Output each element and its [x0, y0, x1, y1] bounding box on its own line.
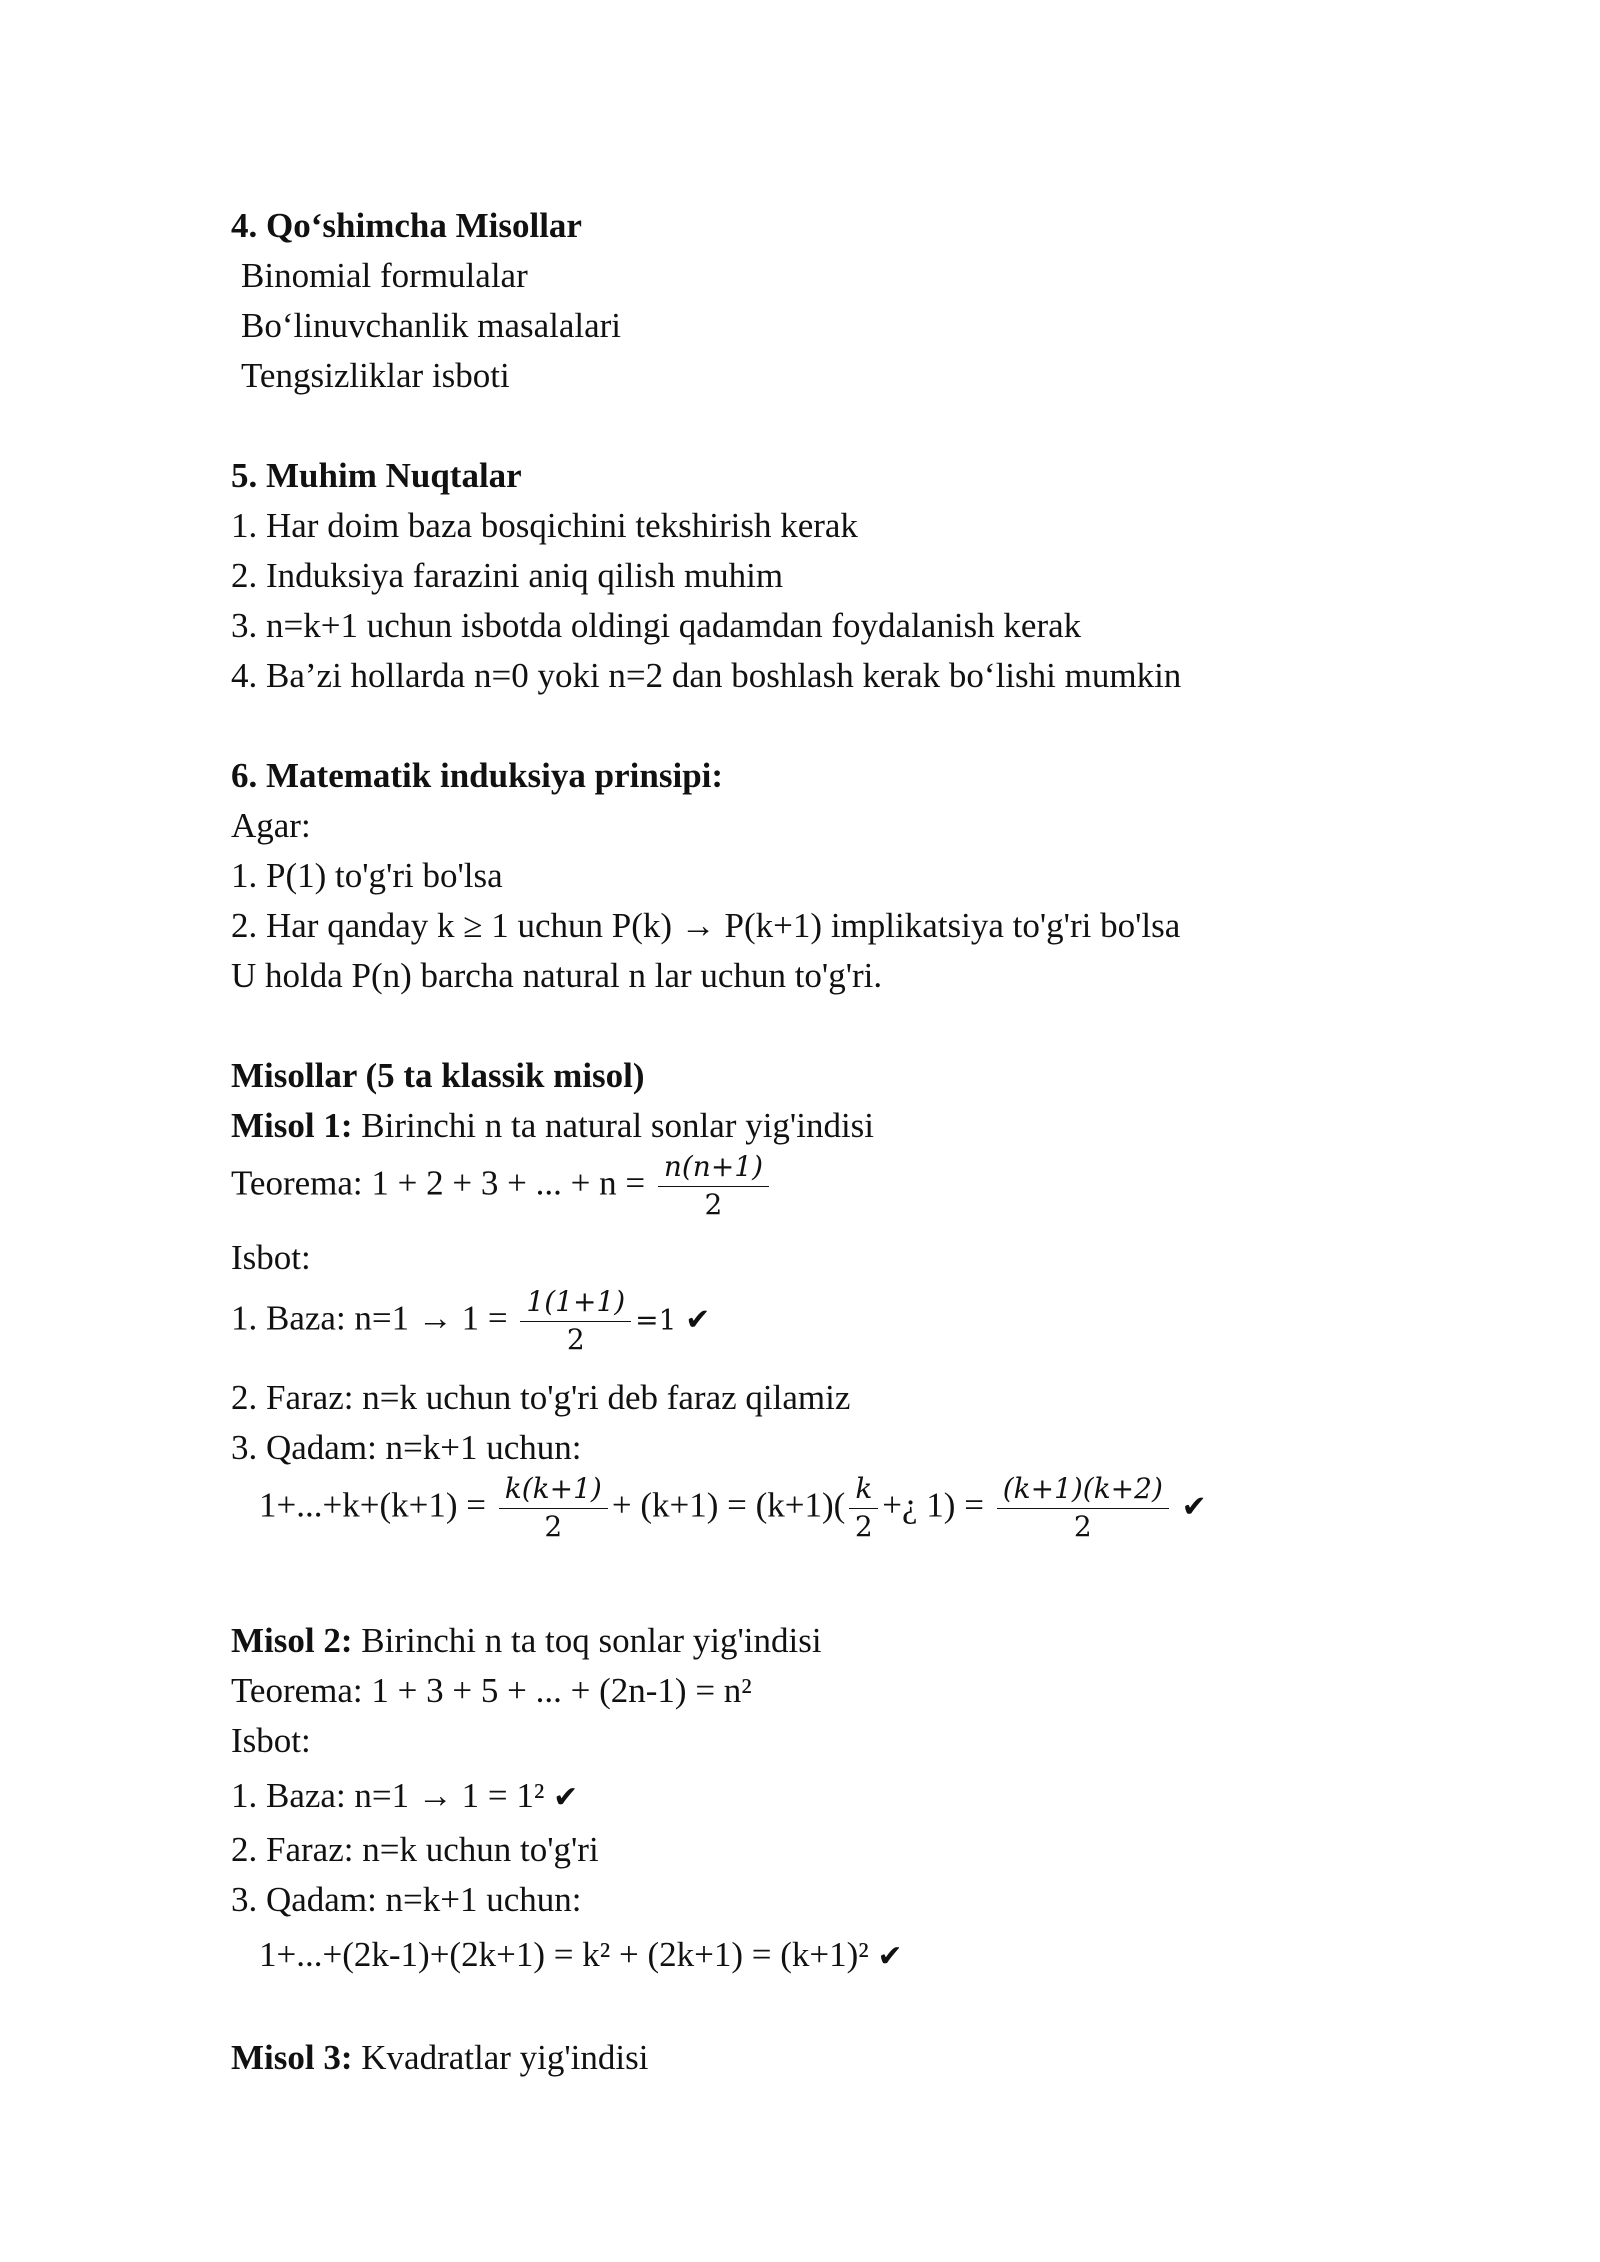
section-4-heading: 4. Qo‘shimcha Misollar	[231, 206, 582, 245]
misol-2-baza-text: 1. Baza: n=1 → 1 = 1²	[231, 1776, 554, 1815]
fraction-numerator: k(k+1)	[499, 1474, 608, 1509]
section-4-item-2: Bo‘linuvchanlik masalalari	[241, 306, 622, 345]
fraction-numerator: n(n+1)	[658, 1152, 769, 1187]
checkmark-icon: ✔	[685, 1302, 711, 1338]
section-4-item-3: Tengsizliklar isboti	[241, 356, 510, 395]
misol-2-faraz: 2. Faraz: n=k uchun to'g'ri	[231, 1830, 599, 1869]
fraction-numerator: 1(1+1)	[520, 1287, 631, 1322]
misol-2-isbot: Isbot:	[231, 1721, 311, 1760]
misol-2-step-text: 1+...+(2k-1)+(2k+1) = k² + (2k+1) = (k+1)²	[259, 1935, 878, 1974]
misol-1-label: Misol 1:	[231, 1106, 353, 1145]
misol-1-step-b: + (k+1) = (k+1)(	[611, 1485, 846, 1525]
misol-1-isbot: Isbot:	[231, 1238, 311, 1277]
misol-1-step	[259, 1474, 1207, 1543]
fraction-denominator: 2	[854, 1509, 873, 1543]
section-6-conclusion: U holda P(n) barcha natural n lar uchun to'g'ri.	[231, 956, 883, 995]
misol-2-title	[231, 1623, 822, 1658]
misol-1-step-c: +¿ 1) =	[882, 1485, 993, 1525]
misol-1-baza-prefix: 1. Baza: n=1 → 1 =	[231, 1298, 517, 1338]
misol-3-text: Kvadratlar yig'indisi	[352, 2038, 649, 2077]
misol-2-label: Misol 2:	[231, 1621, 353, 1660]
misol-1-step-fraction-1	[499, 1474, 608, 1543]
fraction-denominator: 2	[544, 1509, 563, 1543]
misol-1-baza-suffix: =1	[635, 1303, 677, 1337]
misol-1-text: Birinchi n ta natural sonlar yig'indisi	[352, 1106, 875, 1145]
checkmark-icon: ✔	[553, 1780, 579, 1815]
misol-3-label: Misol 3:	[231, 2038, 353, 2077]
misol-2-text: Birinchi n ta toq sonlar yig'indisi	[352, 1621, 822, 1660]
misol-1-theorem-fraction	[658, 1152, 769, 1221]
section-6-item-1: 1. P(1) to'g'ri bo'lsa	[231, 856, 503, 895]
section-6-heading: 6. Matematik induksiya prinsipi:	[231, 756, 724, 795]
misol-1-qadam: 3. Qadam: n=k+1 uchun:	[231, 1428, 582, 1467]
fraction-denominator: 2	[704, 1187, 723, 1221]
section-4-item-1: Binomial formulalar	[241, 256, 528, 295]
fraction-denominator: 2	[566, 1322, 585, 1356]
fraction-numerator: k	[849, 1474, 878, 1509]
misol-2-theorem: Teorema: 1 + 3 + 5 + ... + (2n-1) = n²	[231, 1671, 752, 1710]
misol-1-theorem-prefix: Teorema: 1 + 2 + 3 + ... + n =	[231, 1163, 654, 1203]
misol-1-faraz: 2. Faraz: n=k uchun to'g'ri deb faraz qilamiz	[231, 1378, 851, 1417]
section-5-item-1: 1. Har doim baza bosqichini tekshirish kerak	[231, 506, 858, 545]
misol-1-theorem	[231, 1152, 773, 1221]
section-5-heading: 5. Muhim Nuqtalar	[231, 456, 522, 495]
misol-1-title	[231, 1108, 874, 1143]
misol-2-baza	[231, 1778, 578, 1813]
fraction-numerator: (k+1)(k+2)	[997, 1474, 1169, 1509]
misol-1-step-fraction-2	[849, 1474, 878, 1543]
misol-2-qadam: 3. Qadam: n=k+1 uchun:	[231, 1880, 582, 1919]
misol-2-step	[259, 1937, 903, 1972]
checkmark-icon: ✔	[1181, 1489, 1207, 1525]
section-5-item-2: 2. Induksiya farazini aniq qilish muhim	[231, 556, 784, 595]
fraction-denominator: 2	[1073, 1509, 1092, 1543]
section-5-item-4: 4. Ba’zi hollarda n=0 yoki n=2 dan boshlash kerak bo‘lishi mumkin	[231, 656, 1182, 695]
misol-1-step-fraction-3	[997, 1474, 1169, 1543]
misol-1-step-a: 1+...+k+(k+1) =	[259, 1485, 495, 1525]
section-6-agar: Agar:	[231, 806, 311, 845]
section-5-item-3: 3. n=k+1 uchun isbotda oldingi qadamdan foydalanish kerak	[231, 606, 1082, 645]
section-6-item-2: 2. Har qanday k ≥ 1 uchun P(k) → P(k+1) implikatsiya to'g'ri bo'lsa	[231, 906, 1181, 945]
misol-3-title	[231, 2040, 648, 2075]
misol-1-baza	[231, 1287, 710, 1356]
misol-1-baza-fraction	[520, 1287, 631, 1356]
checkmark-icon: ✔	[877, 1939, 903, 1974]
examples-heading: Misollar (5 ta klassik misol)	[231, 1056, 645, 1095]
